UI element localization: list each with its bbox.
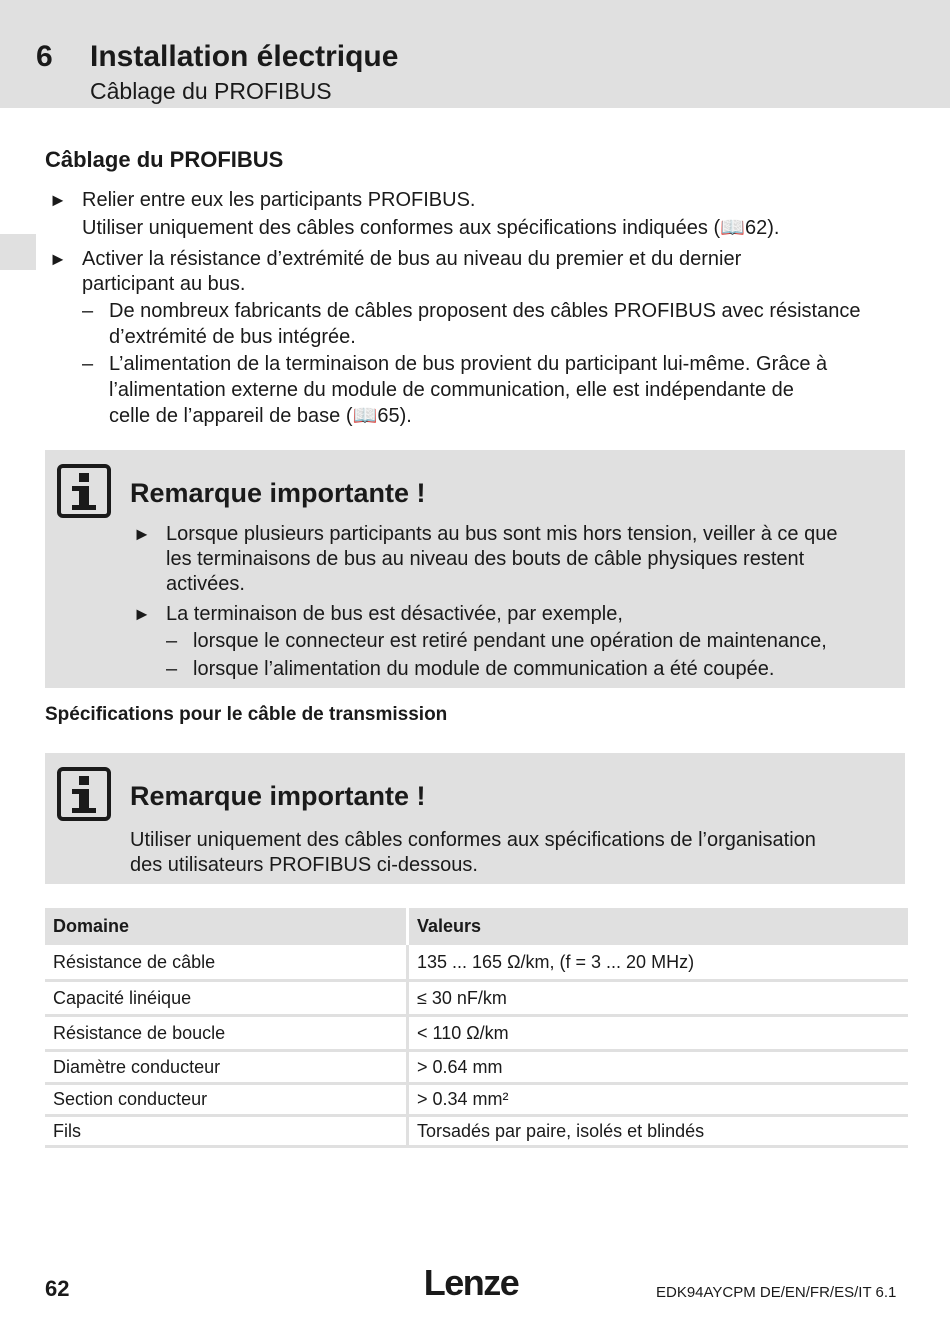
dash-bullet: – xyxy=(82,353,94,375)
note1-bullet1-line1: Lorsque plusieurs participants au bus sont mis hors tension, veiller à ce que xyxy=(166,523,838,545)
table-cell: Diamètre conducteur xyxy=(53,1056,221,1077)
note-title: Remarque importante ! xyxy=(130,781,426,811)
lenze-logo xyxy=(418,1264,524,1302)
sub2-line2: l’alimentation externe du module de communication, elle est indépendante de xyxy=(109,379,794,401)
arrow-bullet-icon: ► xyxy=(49,190,67,210)
table-cell: Fils xyxy=(53,1120,81,1141)
section-subtitle: Câblage du PROFIBUS xyxy=(90,78,332,104)
note1-bullet2: La terminaison de bus est désactivée, par exemple, xyxy=(166,603,623,625)
column-header-domaine: Domaine xyxy=(53,916,130,936)
section-heading-specifications: Spécifications pour le câble de transmission xyxy=(45,704,448,725)
document-reference: EDK94AYCPM DE/EN/FR/ES/IT 6.1 xyxy=(656,1284,897,1301)
bullet1-line1: Relier entre eux les participants PROFIBUS. xyxy=(82,189,476,211)
column-header-valeurs: Valeurs xyxy=(406,908,908,945)
chapter-number: 6 xyxy=(36,40,53,73)
important-note-box xyxy=(45,450,905,688)
table-cell: ≤ 30 nF/km xyxy=(406,982,908,1014)
note1-bullet1-line3: activées. xyxy=(166,573,245,595)
cable-spec-table xyxy=(45,908,908,1148)
dash-bullet: – xyxy=(166,630,178,652)
side-tab-marker xyxy=(0,234,36,270)
logo-text: Lenze xyxy=(423,1264,519,1302)
chapter-title: Installation électrique xyxy=(90,40,399,73)
note1-sub2: lorsque l’alimentation du module de communication a été coupée. xyxy=(193,658,775,680)
sub1-line2: d’extrémité de bus intégrée. xyxy=(109,326,356,348)
note1-bullet1-line2: les terminaisons de bus au niveau des bouts de câble physiques restent xyxy=(166,548,805,570)
table-cell: Torsadés par paire, isolés et blindés xyxy=(406,1117,908,1145)
table-cell: > 0.64 mm xyxy=(406,1052,908,1082)
table-cell: Section conducteur xyxy=(53,1089,208,1109)
section-heading-cablage: Câblage du PROFIBUS xyxy=(45,147,284,172)
arrow-bullet-icon: ► xyxy=(133,524,151,544)
table-cell: 135 ... 165 Ω/km, (f = 3 ... 20 MHz) xyxy=(406,945,908,979)
bullet1-line2: Utiliser uniquement des câbles conformes aux spécifications indiquées (📖62). xyxy=(82,217,780,239)
sub2-line1: L’alimentation de la terminaison de bus provient du participant lui-même. Grâce à xyxy=(109,353,828,375)
note1-sub1: lorsque le connecteur est retiré pendant une opération de maintenance, xyxy=(193,630,827,652)
table-row xyxy=(45,1017,908,1052)
sub2-line3: celle de l’appareil de base (📖65). xyxy=(109,405,412,427)
table-row xyxy=(45,1052,908,1085)
note2-line1: Utiliser uniquement des câbles conformes aux spécifications de l’organisation xyxy=(130,829,816,851)
bullet2-line2: participant au bus. xyxy=(82,273,246,295)
bullet2-line1: Activer la résistance d’extrémité de bus au niveau du premier et du dernier xyxy=(82,248,742,270)
table-cell: Résistance de câble xyxy=(53,951,216,972)
sub1-line1: De nombreux fabricants de câbles proposent des câbles PROFIBUS avec résistance xyxy=(109,300,861,322)
table-row xyxy=(45,1117,908,1148)
important-note-box xyxy=(45,753,905,884)
chapter-header xyxy=(0,0,950,108)
dash-bullet: – xyxy=(166,658,178,680)
note2-line2: des utilisateurs PROFIBUS ci-dessous. xyxy=(130,854,478,876)
table-cell: Capacité linéique xyxy=(53,987,192,1008)
table-row xyxy=(45,1085,908,1117)
info-icon xyxy=(57,464,111,518)
table-row xyxy=(45,945,908,982)
table-row xyxy=(45,982,908,1017)
arrow-bullet-icon: ► xyxy=(133,604,151,624)
note-title: Remarque importante ! xyxy=(130,478,426,508)
table-cell: > 0.34 mm² xyxy=(406,1085,908,1114)
table-cell: Résistance de boucle xyxy=(53,1022,226,1043)
table-cell: < 110 Ω/km xyxy=(406,1017,908,1049)
table-header-row xyxy=(45,908,908,945)
info-icon xyxy=(57,767,111,821)
page-number: 62 xyxy=(45,1276,70,1301)
arrow-bullet-icon: ► xyxy=(49,249,67,269)
dash-bullet: – xyxy=(82,300,94,322)
